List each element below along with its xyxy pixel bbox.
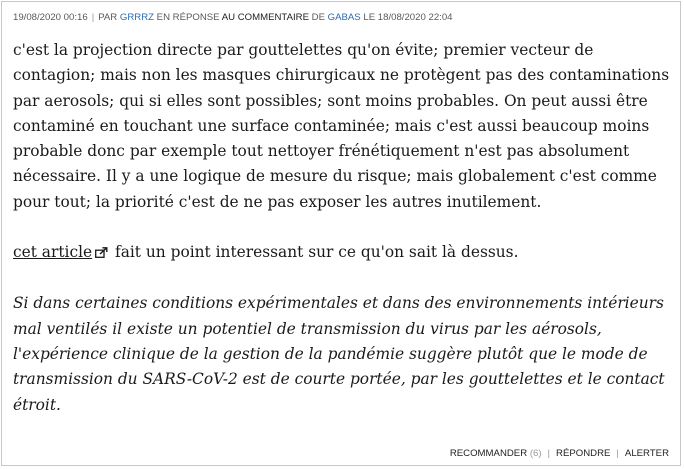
to-comment-label: AU COMMENTAIRE bbox=[221, 12, 309, 23]
comment-datetime: 19/08/2020 00:16 bbox=[13, 12, 88, 23]
recommend-label: RECOMMANDER bbox=[449, 448, 528, 459]
article-link-suffix: fait un point interessant sur ce qu'on sait là dessus. bbox=[115, 243, 519, 262]
article-reference bbox=[13, 240, 677, 266]
parent-datetime: 18/08/2020 22:04 bbox=[377, 12, 453, 23]
external-link-icon[interactable] bbox=[95, 241, 108, 266]
comment-header bbox=[13, 12, 453, 23]
quoted-excerpt: Si dans certaines conditions expérimentales et dans des environnements intérieurs mal ventilés il existe un potentiel de transmission du virus par les aérosols, l'expérience clinique de la gestion de la pandémie suggère plutôt que le mode de transmission du SARS-CoV-2 est de courte portée, par les gouttelettes et le contact étroit. bbox=[13, 294, 665, 414]
footer-separator: | bbox=[547, 448, 551, 459]
reply-button[interactable]: RÉPONDRE bbox=[556, 448, 611, 459]
article-link[interactable]: cet article bbox=[13, 243, 93, 262]
comment-card bbox=[1, 1, 681, 466]
comment-body bbox=[13, 38, 677, 418]
header-separator: | bbox=[91, 12, 95, 23]
recommend-button[interactable] bbox=[450, 448, 542, 459]
reply-label: EN RÉPONSE bbox=[156, 12, 220, 23]
comment-paragraph: c'est la projection directe par gouttelettes qu'on évite; premier vecteur de contagion; mais non les masques chirurgicaux ne protègent pas des contaminations par aerosols; qui si elles sont possibles; sont moins probables. On peut aussi être contaminé en touchant une surface contaminée; mais c'est aussi beaucoup moins probable donc par exemple tout nettoyer frénétiquement n'est pas absolument nécessaire. Il y a une logique de mesure du risque; mais globalement c'est comme pour tout; la priorité c'est de ne pas exposer les autres inutilement. bbox=[13, 41, 670, 211]
by-label: PAR bbox=[98, 12, 118, 23]
recommend-count: (6) bbox=[529, 448, 542, 459]
of-label: DE bbox=[311, 12, 325, 23]
footer-separator: | bbox=[616, 448, 619, 459]
alert-button[interactable]: ALERTER bbox=[624, 448, 669, 459]
author-link[interactable]: GRRRZ bbox=[119, 12, 154, 23]
on-label: LE bbox=[363, 12, 376, 23]
parent-author-link[interactable]: GABAS bbox=[327, 12, 361, 23]
comment-actions bbox=[450, 448, 669, 459]
